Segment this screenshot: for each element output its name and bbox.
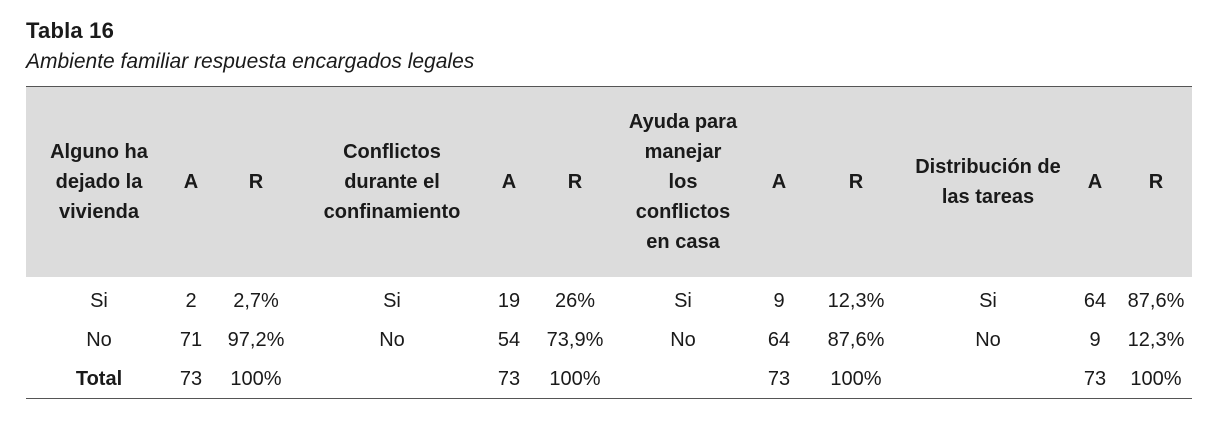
header-task-distribution: Distribución de las tareas [906,87,1070,278]
row-label: Si [383,289,401,312]
cell-relative: 26% [554,289,596,312]
header-absolute-1: A [172,87,210,278]
cell-relative: 87,6% [827,329,885,351]
row-label: Si [979,289,997,312]
cell-absolute: 54 [497,329,521,351]
header-conflicts: Conflictos durante el confinamiento [302,87,482,278]
cell-relative: 100% [806,360,906,399]
family-environment-table [26,86,1192,399]
cell-absolute: 19 [497,289,521,312]
empty-cell [302,360,482,399]
row-label: No [86,329,112,351]
table-number: Tabla 16 [26,18,115,43]
header-row [26,87,1192,278]
cell-relative: 100% [1120,360,1192,399]
empty-cell [614,360,752,399]
row-label: No [379,329,405,351]
cell-relative: 73,9% [546,329,604,351]
header-relative-4: R [1120,87,1192,278]
cell-absolute: 9 [773,289,785,312]
header-conflict-help: Ayuda para manejar los conflictos en casa [614,87,752,278]
cell-absolute: 64 [767,329,791,351]
header-relative-2: R [536,87,614,278]
cell-relative: 97,2% [227,329,285,351]
cell-absolute: 73 [752,360,806,399]
row-label: No [670,329,696,351]
total-row [26,360,1192,399]
header-relative-1: R [210,87,302,278]
cell-absolute: 2 [185,289,197,312]
header-absolute-2: A [482,87,536,278]
cell-absolute: 71 [179,329,203,351]
cell-relative: 100% [210,360,302,399]
total-label: Total [26,360,172,399]
header-relative-3: R [806,87,906,278]
table-title: Ambiente familiar respuesta encargados legales [26,50,475,73]
cell-absolute: 73 [172,360,210,399]
table-row [26,321,1192,360]
cell-absolute: 73 [482,360,536,399]
header-absolute-4: A [1070,87,1120,278]
cell-absolute: 64 [1083,289,1107,312]
empty-cell [906,360,1070,399]
row-label: No [975,329,1001,351]
table-row [26,277,1192,321]
cell-relative: 12,3% [1127,329,1185,351]
cell-relative: 100% [536,360,614,399]
cell-relative: 2,7% [233,289,279,312]
cell-relative: 87,6% [1127,289,1185,312]
row-label: Si [90,289,108,312]
row-label: Si [674,289,692,312]
cell-absolute: 73 [1070,360,1120,399]
header-absolute-3: A [752,87,806,278]
cell-absolute: 9 [1089,329,1101,351]
cell-relative: 12,3% [827,289,885,312]
header-left-home: Alguno ha dejado la vivienda [26,87,172,278]
